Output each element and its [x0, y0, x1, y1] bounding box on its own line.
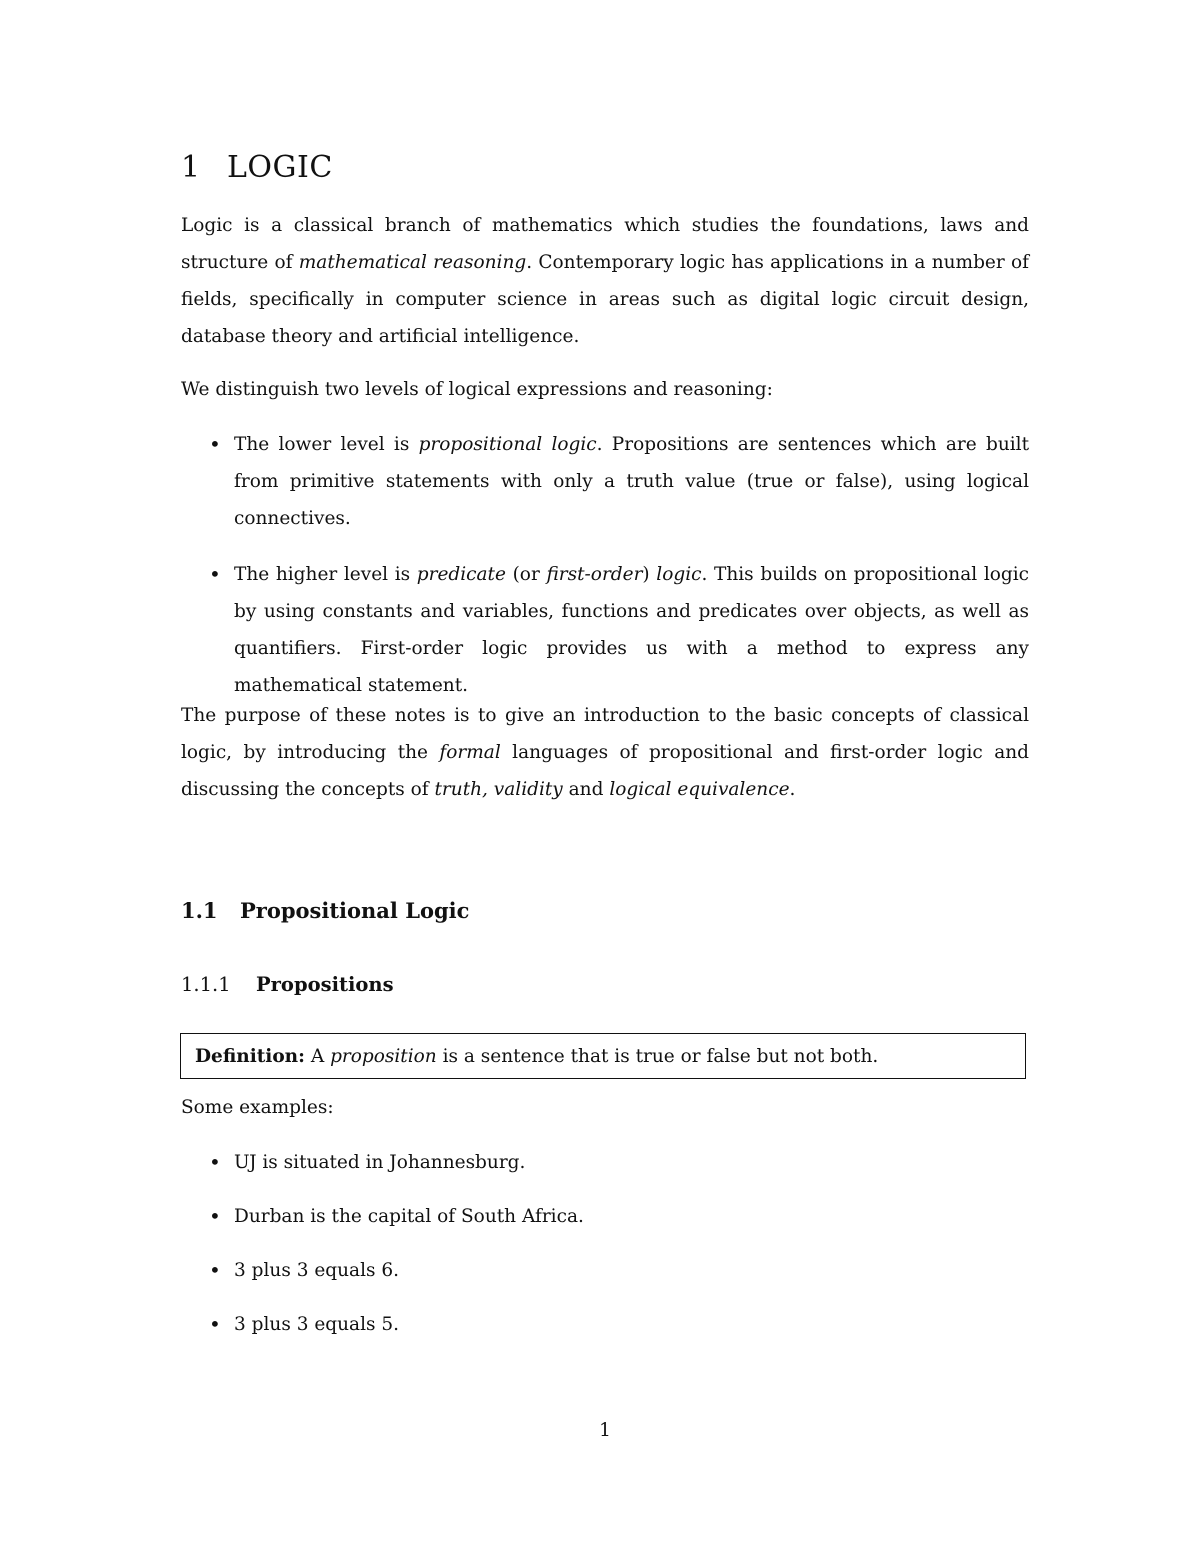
list-item: • UJ is situated in Johannesburg. [181, 1144, 1029, 1181]
levels-intro-paragraph: We distinguish two levels of logical expressions and reasoning: [181, 379, 773, 400]
subsubsection-heading [181, 973, 394, 996]
section-heading [181, 150, 333, 185]
subsection-title: Propositional Logic [240, 898, 470, 923]
subsubsection-title: Propositions [256, 973, 394, 996]
levels-list [181, 426, 1029, 704]
list-item-emphasis: logic [656, 564, 702, 585]
list-item-text: ) [642, 564, 657, 585]
list-item: • Durban is the capital of South Africa. [181, 1198, 1029, 1235]
examples-intro: Some examples: [181, 1097, 334, 1118]
list-item-emphasis: propositional logic [418, 434, 597, 455]
list-item-text: The higher level is [234, 564, 417, 585]
purpose-text: and [562, 779, 610, 800]
subsubsection-number: 1.1.1 [181, 973, 231, 996]
definition-term: proposition [330, 1046, 437, 1067]
examples-list [181, 1144, 1029, 1343]
purpose-text: The purpose of these notes is to give an introduction to the basic concepts of classical logic, by introducing the [181, 705, 1029, 763]
definition-text-part: A [304, 1046, 331, 1067]
definition-text-part: is a sentence that is true or false but not both. [436, 1046, 879, 1067]
intro-paragraph [181, 207, 1029, 355]
intro-text-1: Logic is a classical branch of mathematics which studies the foundations, laws and structure of [181, 215, 1029, 273]
purpose-emphasis: truth, validity [434, 779, 563, 800]
list-item-emphasis: predicate [416, 564, 506, 585]
purpose-emphasis: logical equivalence [609, 779, 790, 800]
purpose-emphasis: formal [439, 742, 501, 763]
purpose-text: . [789, 779, 796, 800]
subsection-heading [181, 898, 469, 923]
list-item-text: . This builds on propositional logic by using constants and variables, functions and predicates over objects, as well as quantifiers. First-order logic provides us with a method to express any mathematical statement. [234, 564, 1029, 696]
purpose-paragraph [181, 697, 1029, 808]
intro-emphasis: mathematical reasoning [298, 252, 527, 273]
list-item-text: . Propositions are sentences which are built from primitive statements with only a truth value (true or false), using logical connectives. [234, 434, 1030, 529]
list-item: • 3 plus 3 equals 6. [181, 1252, 1029, 1289]
definition-box [180, 1033, 1026, 1079]
page-number: 1 [599, 1420, 611, 1441]
list-item: • 3 plus 3 equals 5. [181, 1306, 1029, 1343]
subsection-number: 1.1 [181, 898, 218, 923]
list-item [181, 426, 1029, 537]
list-item-text: The lower level is [234, 434, 419, 455]
section-title: LOGIC [227, 150, 333, 185]
list-item-emphasis: first-order [546, 564, 643, 585]
definition-text [195, 1038, 878, 1075]
section-number: 1 [181, 150, 201, 185]
definition-label: Definition: [195, 1046, 305, 1067]
purpose-text: languages of propositional and first-order logic and discussing the concepts of [181, 742, 1029, 800]
intro-text-2: . Contemporary logic has applications in a number of fields, specifically in computer science in areas such as digital logic circuit design, database theory and artificial intelligence. [181, 252, 1029, 347]
list-item-text: (or [505, 564, 547, 585]
list-item [181, 556, 1029, 704]
